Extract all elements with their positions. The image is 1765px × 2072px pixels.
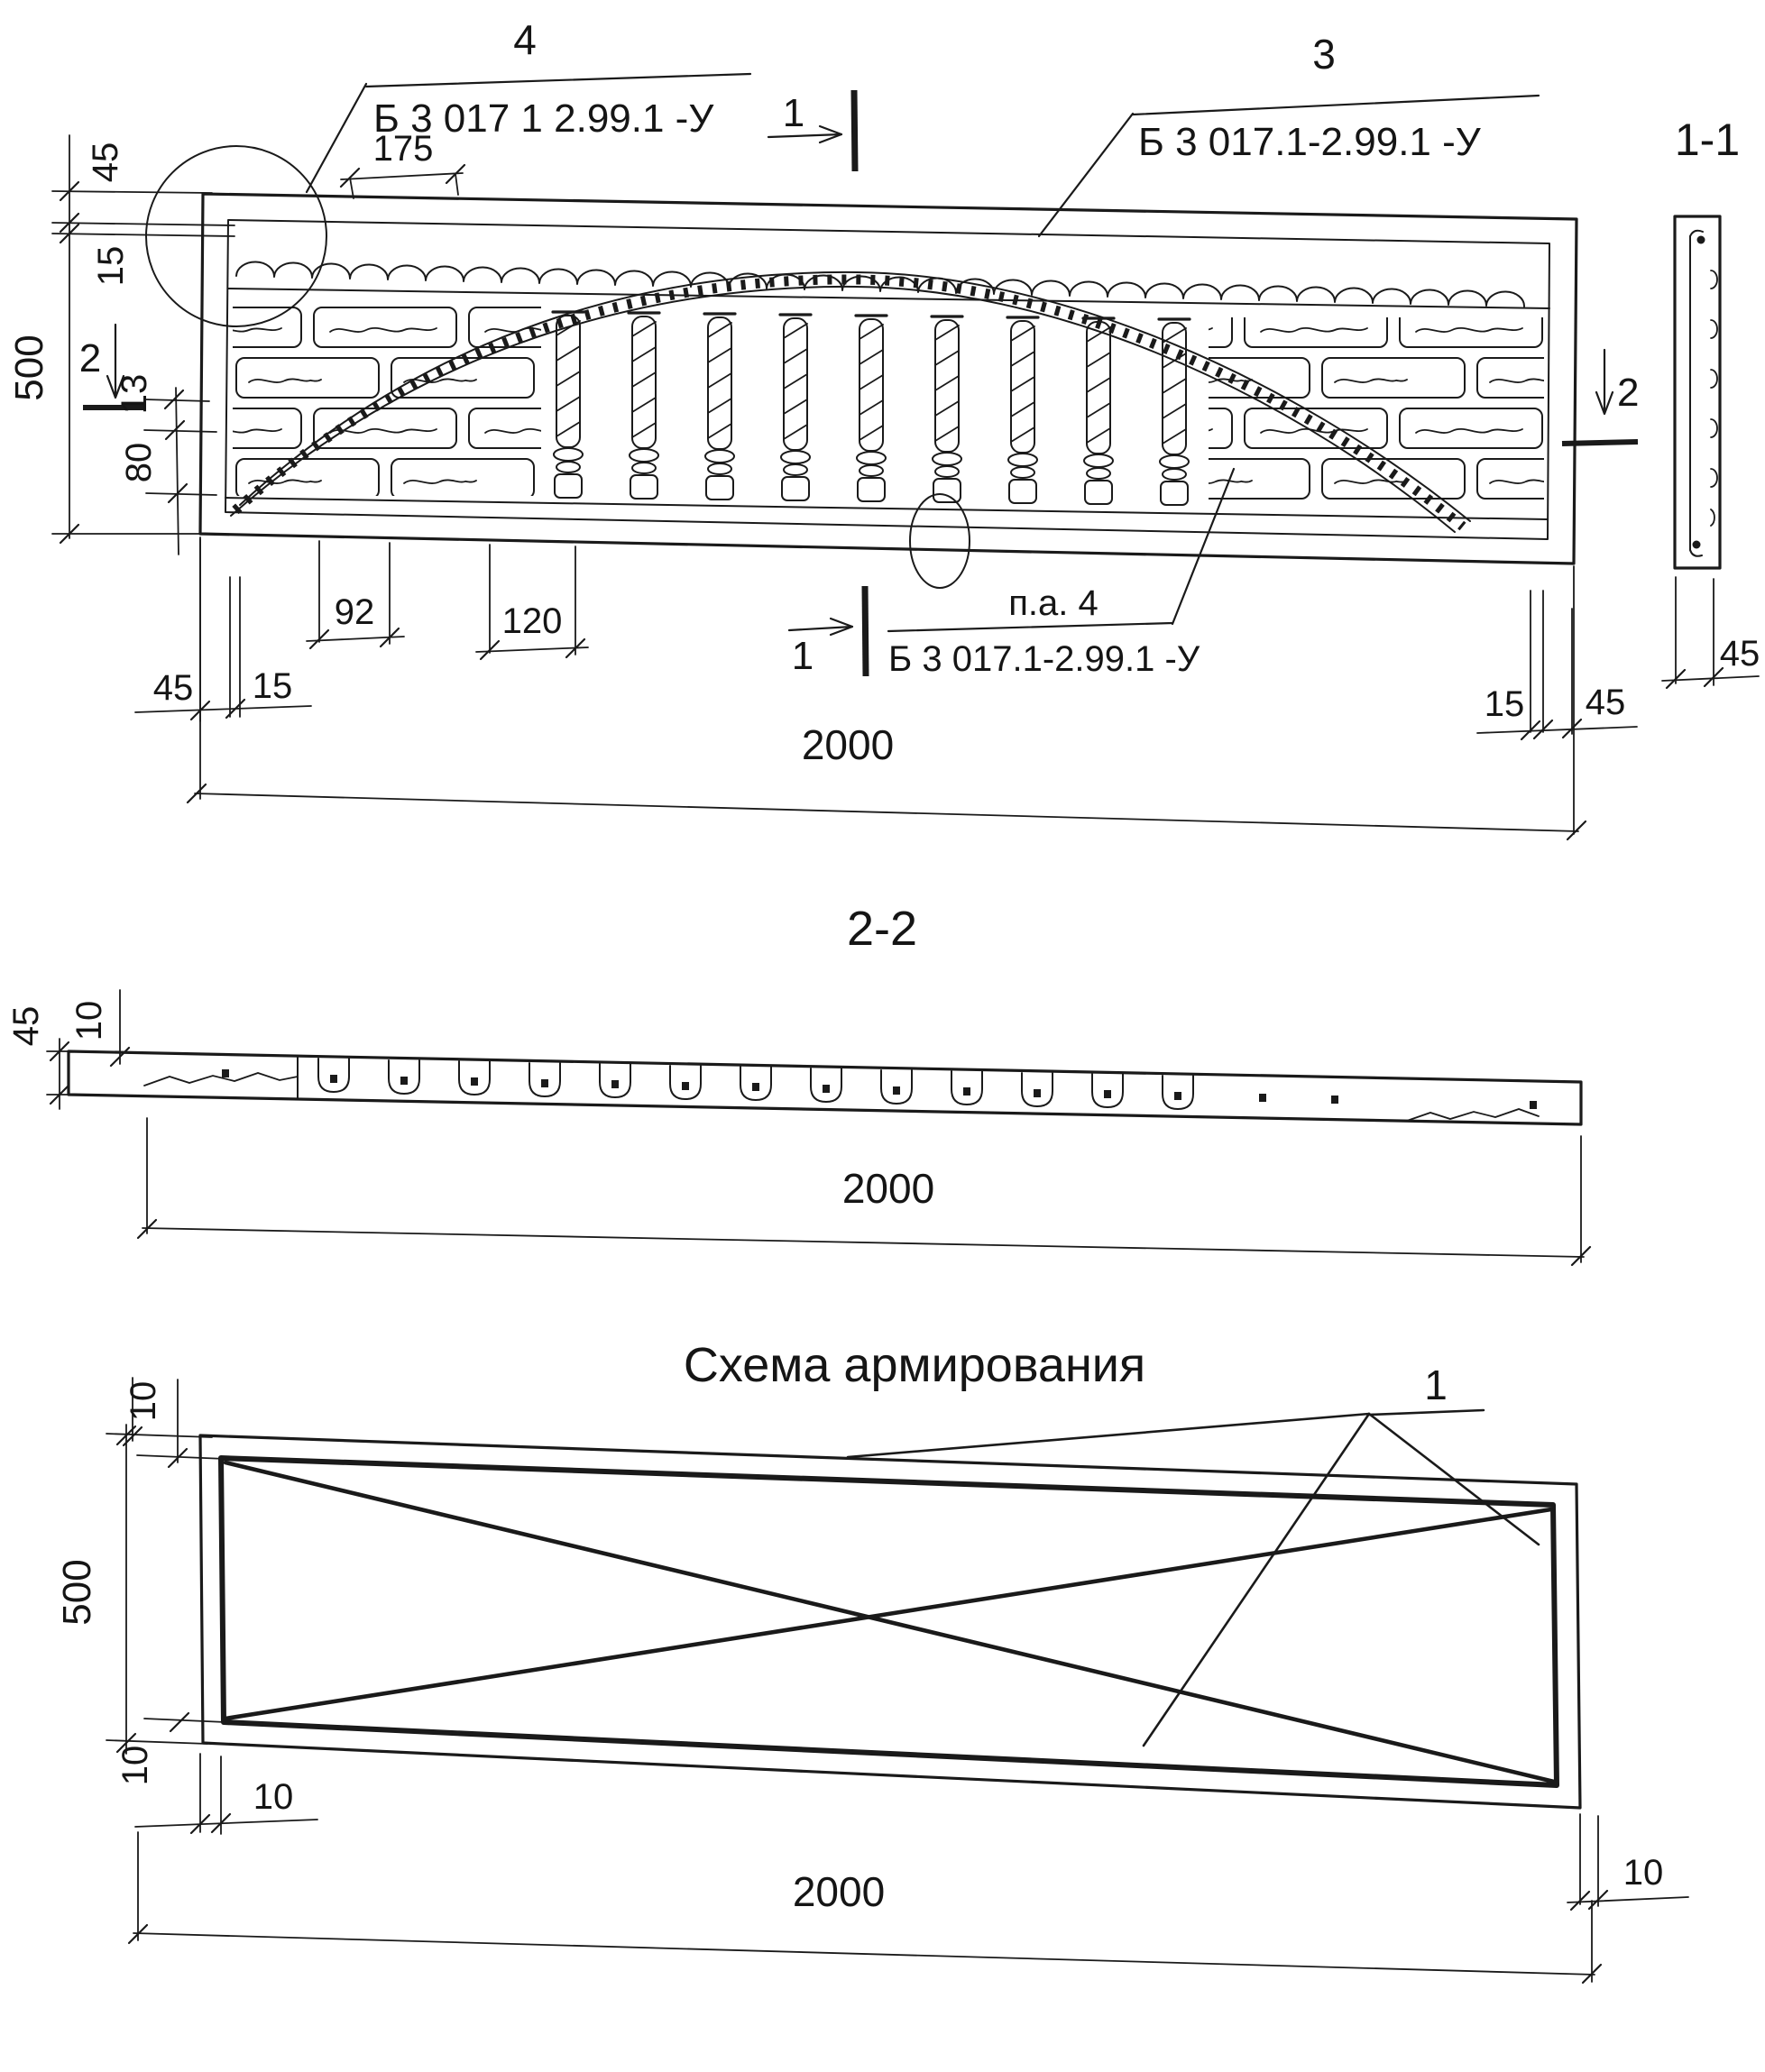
callout-1-number: 1 xyxy=(1424,1361,1448,1408)
callout-1 xyxy=(848,1361,1539,1746)
dim-500-reinforcement-label: 500 xyxy=(55,1559,99,1626)
dim-2000-section-2-2 xyxy=(138,1118,1590,1265)
callout-4-number: 4 xyxy=(513,16,537,63)
section-2-2-title: 2-2 xyxy=(846,902,918,956)
dim-13: 13 xyxy=(115,373,154,415)
elevation-view xyxy=(7,16,1639,839)
section-mark-1-bottom xyxy=(789,586,866,678)
dim-2000-reinforcement xyxy=(129,1832,1601,1983)
section-mark-2-left-label: 2 xyxy=(78,336,102,380)
section-mark-1-top xyxy=(768,90,855,171)
dim-120 xyxy=(476,545,588,659)
callout-3-ref: Б 3 017.1-2.99.1 -У xyxy=(1138,120,1481,164)
reinforcement-view xyxy=(55,1338,1688,1983)
dim-15-45-bottom-right xyxy=(1477,591,1637,739)
callout-3-number: 3 xyxy=(1312,31,1336,78)
brick-texture-right xyxy=(1209,317,1544,509)
section-1-1-rebar xyxy=(1690,231,1717,556)
callout-pa4 xyxy=(888,469,1234,679)
dim-2000-section-2-2-label: 2000 xyxy=(841,1165,935,1212)
dim-92 xyxy=(307,541,404,648)
section-mark-1-top-label: 1 xyxy=(782,91,805,135)
dim-10-bottom-label: 10 xyxy=(115,1745,155,1786)
dim-45-15-bottom-left xyxy=(135,537,311,721)
dim-10-top-left xyxy=(106,1378,225,1467)
section-2-2-view xyxy=(6,902,1590,1265)
section-1-1-outline xyxy=(1675,216,1720,568)
dim-15-top: 15 xyxy=(91,245,131,287)
callout-3 xyxy=(1039,31,1539,236)
dim-175-label: 175 xyxy=(372,129,434,169)
dim-45-section-2-2: 45 xyxy=(6,1005,46,1047)
dim-10-section-2-2: 10 xyxy=(69,1000,109,1041)
dim-2000-elevation xyxy=(188,539,1586,839)
dim-10-bottom-left xyxy=(135,1754,317,1834)
dim-2000-elevation-label: 2000 xyxy=(801,721,895,768)
dim-45-bottom-right: 45 xyxy=(1585,683,1626,722)
dim-10-bottom-right-label: 10 xyxy=(1623,1853,1664,1893)
dim-10-bottom-left-label: 10 xyxy=(253,1777,294,1817)
section-mark-1-bottom-label: 1 xyxy=(791,634,814,678)
dim-45-section-1-1-label: 45 xyxy=(1719,634,1760,674)
reinforcement-title: Схема армирования xyxy=(683,1338,1146,1392)
dim-2000-reinforcement-label: 2000 xyxy=(792,1868,886,1915)
rebar-diagonal-2 xyxy=(225,1509,1551,1719)
dim-10-top-label: 10 xyxy=(124,1380,163,1422)
callout-pa4-ref: Б 3 017.1-2.99.1 -У xyxy=(888,639,1200,679)
section-1-1-title: 1-1 xyxy=(1674,115,1741,165)
dim-500-reinforcement xyxy=(55,1425,135,1754)
twisted-balusters xyxy=(553,312,1190,505)
dim-80: 80 xyxy=(119,442,159,483)
dim-10-bottom-right xyxy=(1567,1814,1688,1910)
section-1-1-view xyxy=(1662,115,1760,688)
dim-120-label: 120 xyxy=(501,601,563,641)
callout-4-ref: Б 3 017 1 2.99.1 -У xyxy=(373,96,714,141)
dim-500: 500 xyxy=(7,335,51,401)
dim-92-label: 92 xyxy=(334,592,375,632)
dim-45-top: 45 xyxy=(86,142,125,183)
callout-pa4-number: п.а. 4 xyxy=(1008,583,1099,623)
detail-ellipse-pa4 xyxy=(910,494,970,588)
section-mark-2-right-label: 2 xyxy=(1617,371,1640,415)
dim-45-bottom-left: 45 xyxy=(152,668,194,708)
dim-15-bottom-left: 15 xyxy=(252,666,293,706)
dim-15-bottom-right: 15 xyxy=(1484,684,1525,724)
dim-10-bottom-left-vertical xyxy=(106,1713,225,1785)
dim-45-section-1-1 xyxy=(1662,577,1760,688)
